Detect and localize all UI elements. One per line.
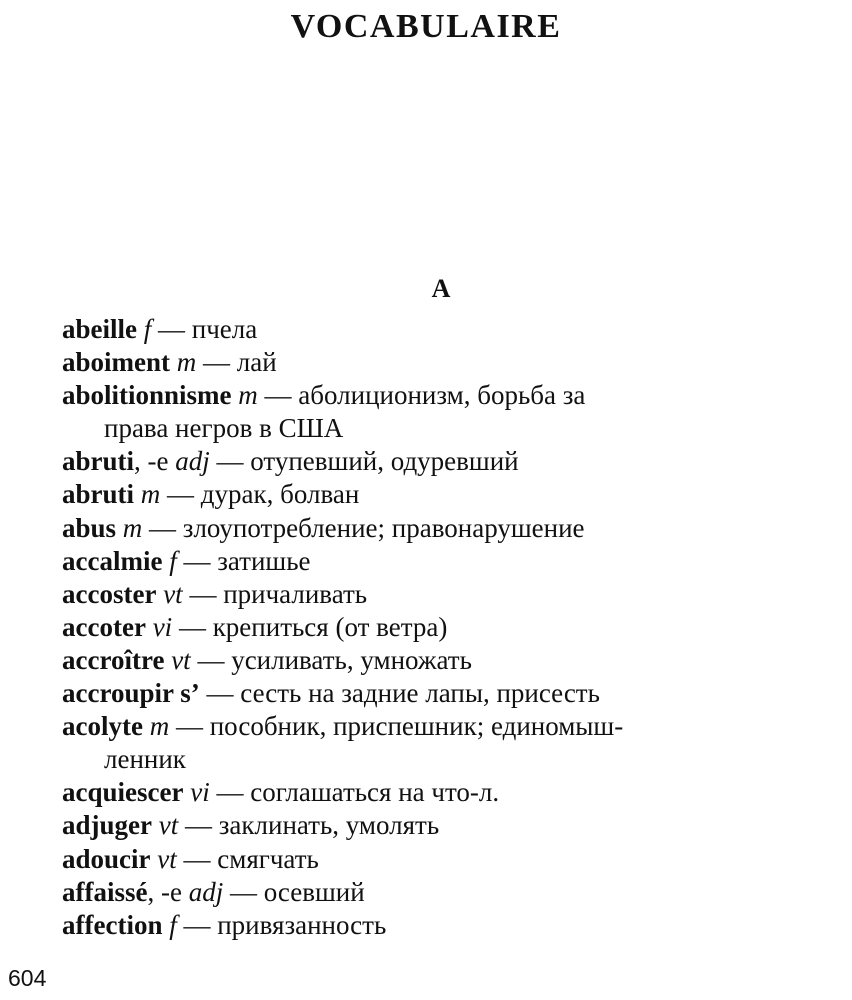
entry-grammar: vt [171,644,191,675]
vocabulary-entry [62,809,824,842]
vocabulary-entry [62,313,824,346]
vocabulary-entry [62,611,824,644]
entry-grammar: vi [152,611,173,642]
entry-dash: — [209,446,251,477]
vocabulary-entry [62,578,824,611]
entry-dash: — [178,810,219,841]
vocabulary-entry [62,545,824,578]
entry-headword: abeille [62,314,137,344]
entry-definition: причаливать [223,578,368,609]
entry-headword: abolitionnisme [62,380,232,411]
vocabulary-entry [62,445,824,478]
entry-headword: abruti [62,479,135,510]
entry-headword: abruti [62,446,135,477]
entry-headword: accroupir s’ [62,678,200,709]
vocabulary-entry [62,644,824,677]
vocabulary-entry [62,379,824,445]
vocabulary-entry [62,478,824,511]
entry-headword: acolyte [62,711,143,742]
entry-suffix: , -e [134,446,169,477]
entry-definition: пчела [191,314,258,344]
entry-suffix: , -e [147,876,182,907]
entry-dash: — [169,711,210,742]
vocabulary-entry [62,843,824,876]
entry-headword: acquiescer [62,777,184,808]
entry-grammar: vt [157,843,177,874]
entry-headword: accroître [62,644,165,675]
entry-definition: привязанность [217,909,387,940]
entry-headword: adoucir [62,843,151,874]
entry-definition: лай [236,347,277,378]
entry-dash: — [151,314,192,344]
entry-dash: — [209,777,251,808]
entry-definition: пособник, приспешник; единомыш- [209,711,624,742]
entry-definition: затишье [217,545,311,576]
entry-dash: — [172,611,213,642]
entry-definition: смягчать [217,843,319,874]
entry-grammar: m [149,711,170,742]
entry-grammar: adj [188,876,224,907]
entry-headword: accalmie [62,545,163,576]
entry-grammar: f [143,314,152,344]
vocabulary-entry [62,677,824,710]
entry-definition-continuation: права негров в США [104,413,344,444]
entry-dash: — [199,678,241,709]
entry-definition: осевший [263,876,365,907]
entry-dash: — [142,512,183,543]
entry-definition: сесть на задние лапы, присесть [240,678,600,709]
entry-grammar: adj [175,446,210,477]
entry-definition: злоупотребление; правонарушение [182,512,585,543]
entry-dash: — [176,545,218,576]
entry-dash: — [176,843,218,874]
entry-headword: affaissé [62,876,148,907]
entry-headword: aboiment [62,347,170,378]
entry-definition: усиливать, умножать [231,644,472,675]
vocabulary-list [62,313,824,942]
entry-dash: — [176,909,218,940]
entry-definition: аболиционизм, борьба за [298,380,586,411]
entry-grammar: vt [158,810,179,841]
entry-headword: abus [62,512,117,543]
entry-dash: — [223,876,264,907]
section-letter: A [431,274,451,303]
entry-dash: — [160,479,201,510]
entry-dash: — [257,380,299,411]
page-number: 604 [8,965,47,991]
entry-dash: — [182,578,224,609]
entry-definition-continuation: ленник [104,744,186,775]
entry-grammar: m [176,347,197,378]
vocabulary-entry [62,346,824,379]
entry-definition: заклинать, умолять [218,810,440,841]
vocabulary-entry [62,876,824,909]
entry-dash: — [190,644,232,675]
page-title: VOCABULAIRE [290,8,562,45]
vocabulary-entry [62,512,824,545]
entry-grammar: m [140,479,161,510]
vocabulary-entry [62,776,824,809]
entry-grammar: f [169,909,177,940]
entry-headword: affection [62,909,163,940]
entry-headword: adjuger [62,810,152,841]
vocabulary-entry [62,710,824,776]
entry-definition: отупевший, одуревший [250,446,519,477]
entry-headword: accoter [62,611,146,642]
entry-definition: соглашаться на что-л. [250,777,500,808]
entry-grammar: m [122,512,143,543]
entry-grammar: f [169,545,177,576]
entry-grammar: m [238,380,258,411]
entry-definition: дурак, болван [200,479,360,510]
entry-grammar: vi [190,777,210,808]
vocabulary-entry [62,909,824,942]
entry-grammar: vt [163,578,183,609]
entry-dash: — [196,347,237,378]
entry-definition: крепиться (от ветра) [212,611,448,642]
entry-headword: accoster [62,578,157,609]
